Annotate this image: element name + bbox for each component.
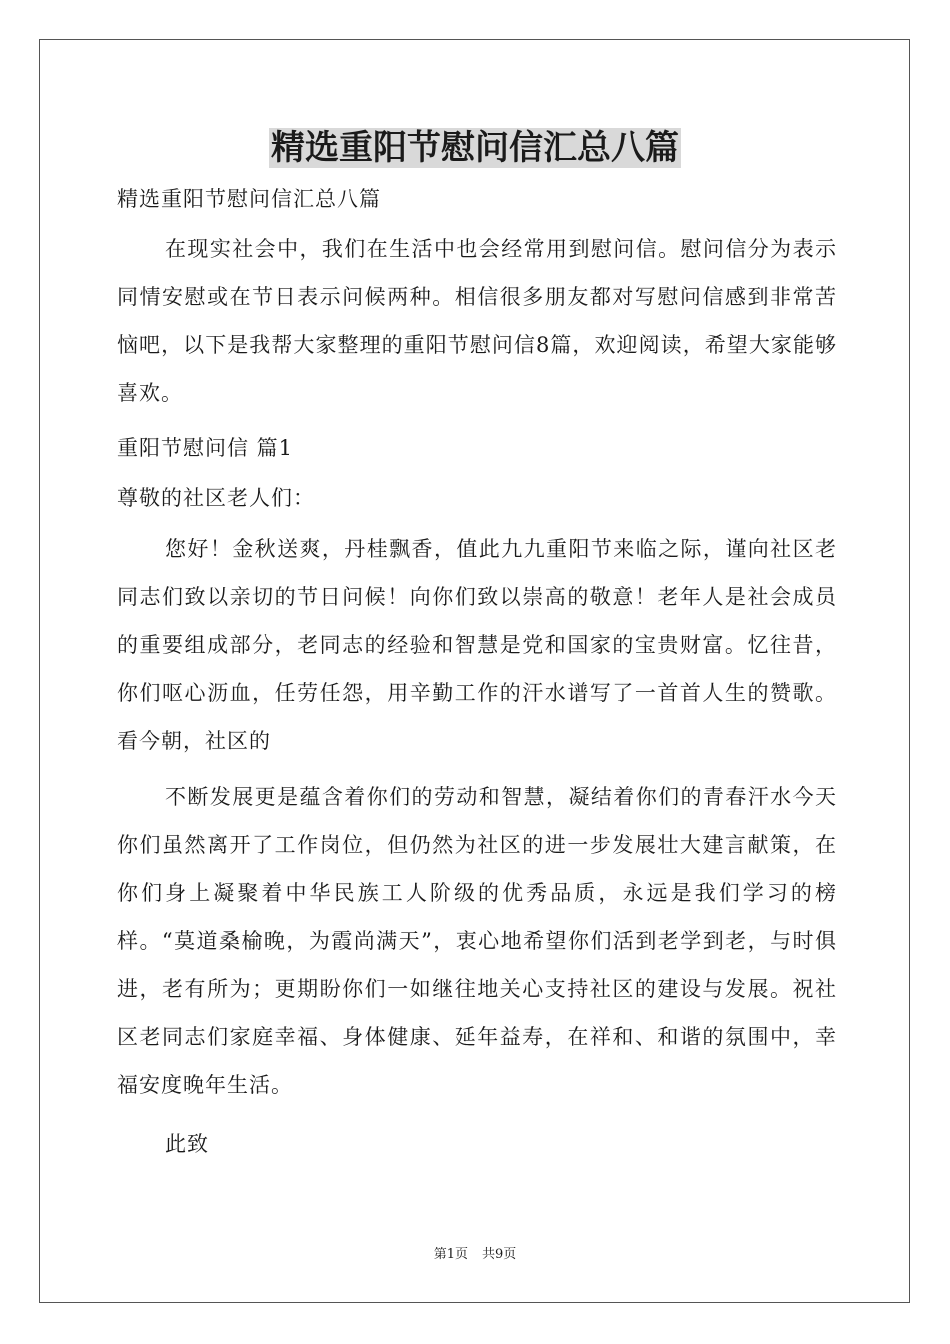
intro-paragraph: 在现实社会中，我们在生活中也会经常用到慰问信。慰问信分为表示同情安慰或在节日表示问候两种。相信很多朋友都对写慰问信感到非常苦恼吧，以下是我帮大家整理的重阳节慰问信8篇，欢迎阅读，希望大家能够喜欢。: [117, 237, 837, 405]
page-number: 第1页: [433, 1247, 468, 1262]
document-title-text: 精选重阳节慰问信汇总八篇: [271, 128, 679, 168]
section-heading: 重阳节慰问信 篇1: [117, 436, 294, 460]
document-subtitle: 精选重阳节慰问信汇总八篇: [117, 187, 381, 211]
salutation: 尊敬的社区老人们：: [117, 486, 315, 510]
closing-line: 此致: [165, 1132, 209, 1156]
page-total: 共9页: [482, 1247, 517, 1262]
body-paragraph-2: 不断发展更是蕴含着你们的劳动和智慧，凝结着你们的青春汗水今天你们虽然离开了工作岗位，但仍然为社区的进一步发展壮大建言献策，在你们身上凝聚着中华民族工人阶级的优秀品质，永远是我们学习的榜样。“莫道桑榆晚，为霞尚满天”，衷心地希望你们活到老学到老，与时俱进，老有所为；更期盼你们一如继往地关心支持社区的建设与发展。祝社区老同志们家庭幸福、身体健康、延年益寿，在祥和、和谐的氛围中，幸福安度晚年生活。: [117, 785, 837, 1097]
document-title: [0, 124, 950, 172]
page-footer: [0, 1246, 950, 1264]
body-paragraph-1: 您好！金秋送爽，丹桂飘香，值此九九重阳节来临之际，谨向社区老同志们致以亲切的节日问候！向你们致以崇高的敬意！老年人是社会成员的重要组成部分，老同志的经验和智慧是党和国家的宝贵财富。忆往昔，你们呕心沥血，任劳任怨，用辛勤工作的汗水谱写了一首首人生的赞歌。看今朝，社区的: [117, 537, 837, 753]
